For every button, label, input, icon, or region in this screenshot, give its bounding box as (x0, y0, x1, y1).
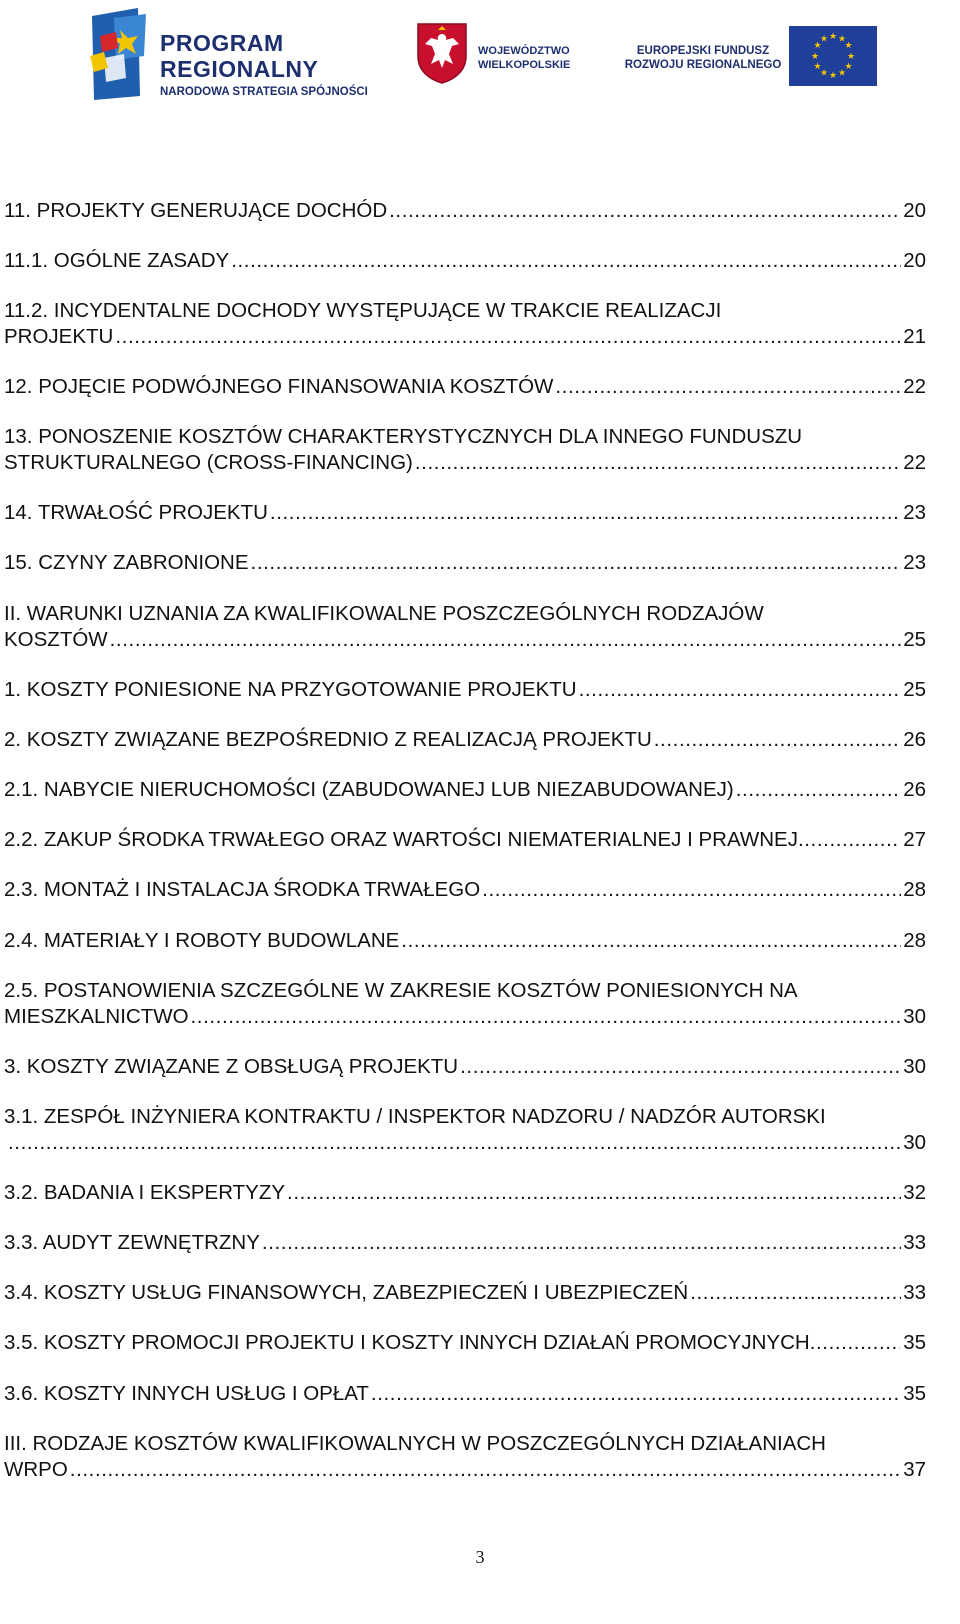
voivodeship-logo-line1: WOJEWÓDZTWO (478, 45, 570, 57)
toc-entry[interactable] (4, 424, 926, 476)
page-header (0, 0, 960, 120)
toc-entry-title: MIESZKALNICTWO (4, 1005, 189, 1028)
toc-entry[interactable] (4, 727, 926, 753)
toc-dot-leader (231, 248, 901, 274)
toc-dot-leader (270, 500, 901, 526)
program-regionalny-logo (90, 8, 390, 104)
toc-entry-page: 35 (903, 1382, 926, 1405)
toc-entry-title: 11. PROJEKTY GENERUJĄCE DOCHÓD (4, 199, 388, 222)
toc-entry-page: 20 (903, 249, 926, 272)
toc-entry[interactable] (4, 1180, 926, 1206)
toc-entry[interactable] (4, 827, 926, 853)
toc-entry-title-line1: 3.1. ZESPÓŁ INŻYNIERA KONTRAKTU / INSPEKTOR NADZORU / NADZÓR AUTORSKI (4, 1105, 826, 1128)
toc-dot-leader (798, 827, 900, 853)
toc-dot-leader (251, 550, 902, 576)
toc-entry[interactable] (4, 1280, 926, 1306)
toc-entry[interactable] (4, 550, 926, 576)
toc-entry-title: STRUKTURALNEGO (CROSS-FINANCING) (4, 451, 413, 474)
toc-entry-page: 25 (903, 678, 926, 701)
toc-entry-page: 22 (903, 375, 926, 398)
toc-entry-title: 3. KOSZTY ZWIĄZANE Z OBSŁUGĄ PROJEKTU (4, 1055, 459, 1078)
toc-entry-page: 26 (903, 728, 926, 751)
toc-entry-page: 22 (903, 451, 926, 474)
svg-text:★: ★ (828, 32, 838, 42)
toc-entry-page: 30 (903, 1005, 926, 1028)
toc-entry-title: 3.2. BADANIA I EKSPERTYZY (4, 1181, 286, 1204)
toc-entry-title: PROJEKTU (4, 325, 114, 348)
toc-entry[interactable] (4, 500, 926, 526)
toc-entry[interactable] (4, 1381, 926, 1407)
toc-entry-page: 23 (903, 501, 926, 524)
toc-entry-page: 25 (903, 628, 926, 651)
toc-entry[interactable] (4, 978, 926, 1030)
toc-entry-page: 30 (903, 1055, 926, 1078)
eu-fund-logo-line1: EUROPEJSKI FUNDUSZ (636, 45, 770, 57)
toc-entry[interactable] (4, 601, 926, 653)
toc-entry-title-line1: 2.5. POSTANOWIENIA SZCZEGÓLNE W ZAKRESIE KOSZTÓW PONIESIONYCH NA (4, 979, 798, 1002)
svg-text:★: ★ (837, 34, 847, 45)
toc-entry[interactable] (4, 1431, 926, 1483)
svg-text:★: ★ (813, 62, 822, 72)
toc-dot-leader (415, 450, 901, 476)
toc-entry-title: 2.2. ZAKUP ŚRODKA TRWAŁEGO ORAZ WARTOŚCI NIEMATERIALNEJ I PRAWNEJ (4, 828, 798, 851)
toc-entry-title: 12. POJĘCIE PODWÓJNEGO FINANSOWANIA KOSZTÓW (4, 375, 554, 398)
toc-dot-leader (401, 928, 901, 954)
toc-entry-page: 21 (903, 325, 926, 348)
toc-entry[interactable] (4, 1054, 926, 1080)
toc-entry-title: 1. KOSZTY PONIESIONE NA PRZYGOTOWANIE PROJEKTU (4, 678, 577, 701)
toc-entry-title: 2.4. MATERIAŁY I ROBOTY BUDOWLANE (4, 929, 400, 952)
toc-entry-title-line1: 13. PONOSZENIE KOSZTÓW CHARAKTERYSTYCZNYCH DLA INNEGO FUNDUSZU (4, 425, 803, 448)
svg-text:★: ★ (828, 71, 838, 81)
toc-entry[interactable] (4, 298, 926, 350)
toc-entry-page: 20 (903, 199, 926, 222)
toc-entry-title: WRPO (4, 1458, 68, 1481)
toc-dot-leader (115, 324, 901, 350)
toc-entry-page: 32 (903, 1181, 926, 1204)
toc-entry-page: 28 (903, 878, 926, 901)
svg-text:★: ★ (813, 41, 822, 51)
toc-entry-title: KOSZTÓW (4, 628, 108, 651)
svg-text:★: ★ (846, 52, 856, 62)
toc-entry[interactable] (4, 1230, 926, 1256)
toc-entry-page: 27 (903, 828, 926, 851)
toc-dot-leader (460, 1054, 901, 1080)
toc-entry-title: 3.3. AUDYT ZEWNĘTRZNY (4, 1231, 260, 1254)
toc-entry-title: 3.6. KOSZTY INNYCH USŁUG I OPŁAT (4, 1382, 369, 1405)
svg-text:★: ★ (819, 34, 829, 45)
eu-flag-icon (789, 26, 877, 86)
toc-entry-title: 11.1. OGÓLNE ZASADY (4, 249, 230, 272)
toc-entry-title: 2.1. NABYCIE NIERUCHOMOŚCI (ZABUDOWANEJ LUB NIEZABUDOWANEJ) (4, 778, 734, 801)
toc-dot-leader (579, 677, 902, 703)
eu-fund-logo (624, 22, 884, 90)
page-number: 3 (475, 1547, 485, 1567)
wojewodztwo-logo (415, 22, 590, 94)
svg-text:★: ★ (810, 52, 820, 62)
toc-entry[interactable] (4, 777, 926, 803)
toc-entry-title: 2.3. MONTAŻ I INSTALACJA ŚRODKA TRWAŁEGO (4, 878, 481, 901)
toc-entry-page: 23 (903, 551, 926, 574)
toc-entry[interactable] (4, 374, 926, 400)
program-logo-line3: NARODOWA STRATEGIA SPÓJNOŚCI (160, 86, 368, 98)
toc-entry[interactable] (4, 1330, 926, 1356)
eagle-coat-of-arms-icon (415, 22, 469, 84)
toc-entry[interactable] (4, 677, 926, 703)
voivodeship-logo-line2: WIELKOPOLSKIE (478, 59, 571, 71)
toc-entry-title-line1: II. WARUNKI UZNANIA ZA KWALIFIKOWALNE POSZCZEGÓLNYCH RODZAJÓW (4, 602, 764, 625)
toc-entry[interactable] (4, 877, 926, 903)
toc-entry-title: 2. KOSZTY ZWIĄZANE BEZPOŚREDNIO Z REALIZACJĄ PROJEKTU (4, 728, 652, 751)
toc-entry[interactable] (4, 928, 926, 954)
toc-entry[interactable] (4, 1104, 926, 1156)
toc-dot-leader (654, 727, 901, 753)
program-logo-line1: PROGRAM (160, 30, 284, 56)
toc-dot-leader (262, 1230, 901, 1256)
toc-entry-page: 33 (903, 1231, 926, 1254)
toc-dot-leader (555, 374, 901, 400)
toc-dot-leader (287, 1180, 901, 1206)
toc-dot-leader (8, 1130, 901, 1156)
toc-entry-title-line1: III. RODZAJE KOSZTÓW KWALIFIKOWALNYCH W POSZCZEGÓLNYCH DZIAŁANIACH (4, 1432, 826, 1455)
svg-text:★: ★ (819, 68, 829, 79)
toc-entry-title: 3.4. KOSZTY USŁUG FINANSOWYCH, ZABEZPIECZEŃ I UBEZPIECZEŃ (4, 1281, 689, 1304)
toc-dot-leader (191, 1004, 902, 1030)
toc-dot-leader (482, 877, 901, 903)
toc-entry-page: 26 (903, 778, 926, 801)
toc-dot-leader (70, 1457, 901, 1483)
toc-entry-page: 37 (903, 1458, 926, 1481)
toc-dot-leader (371, 1381, 901, 1407)
program-regionalny-emblem-icon (90, 8, 154, 100)
program-logo-line2: REGIONALNY (160, 56, 319, 82)
toc-entry-page: 28 (903, 929, 926, 952)
toc-entry[interactable] (4, 198, 926, 224)
toc-entry-title: 3.5. KOSZTY PROMOCJI PROJEKTU I KOSZTY INNYCH DZIAŁAŃ PROMOCYJNYCH (4, 1331, 810, 1354)
toc-entry-page: 30 (903, 1131, 926, 1154)
svg-text:★: ★ (837, 68, 847, 79)
eu-fund-logo-line2: ROZWOJU REGIONALNEGO (624, 59, 782, 71)
toc-entry[interactable] (4, 248, 926, 274)
svg-text:★: ★ (844, 41, 853, 51)
toc-dot-leader (110, 627, 902, 653)
toc-dot-leader (736, 777, 901, 803)
toc-dot-leader (389, 198, 901, 224)
toc-entry-title: 14. TRWAŁOŚĆ PROJEKTU (4, 501, 268, 524)
toc-entry-title-line1: 11.2. INCYDENTALNE DOCHODY WYSTĘPUJĄCE W TRAKCIE REALIZACJI (4, 299, 722, 322)
toc-dot-leader (690, 1280, 901, 1306)
toc-entry-page: 33 (903, 1281, 926, 1304)
toc-dot-leader (810, 1330, 900, 1356)
toc-entry-page: 35 (903, 1331, 926, 1354)
toc-entry-title: 15. CZYNY ZABRONIONE (4, 551, 249, 574)
svg-text:★: ★ (844, 62, 853, 72)
